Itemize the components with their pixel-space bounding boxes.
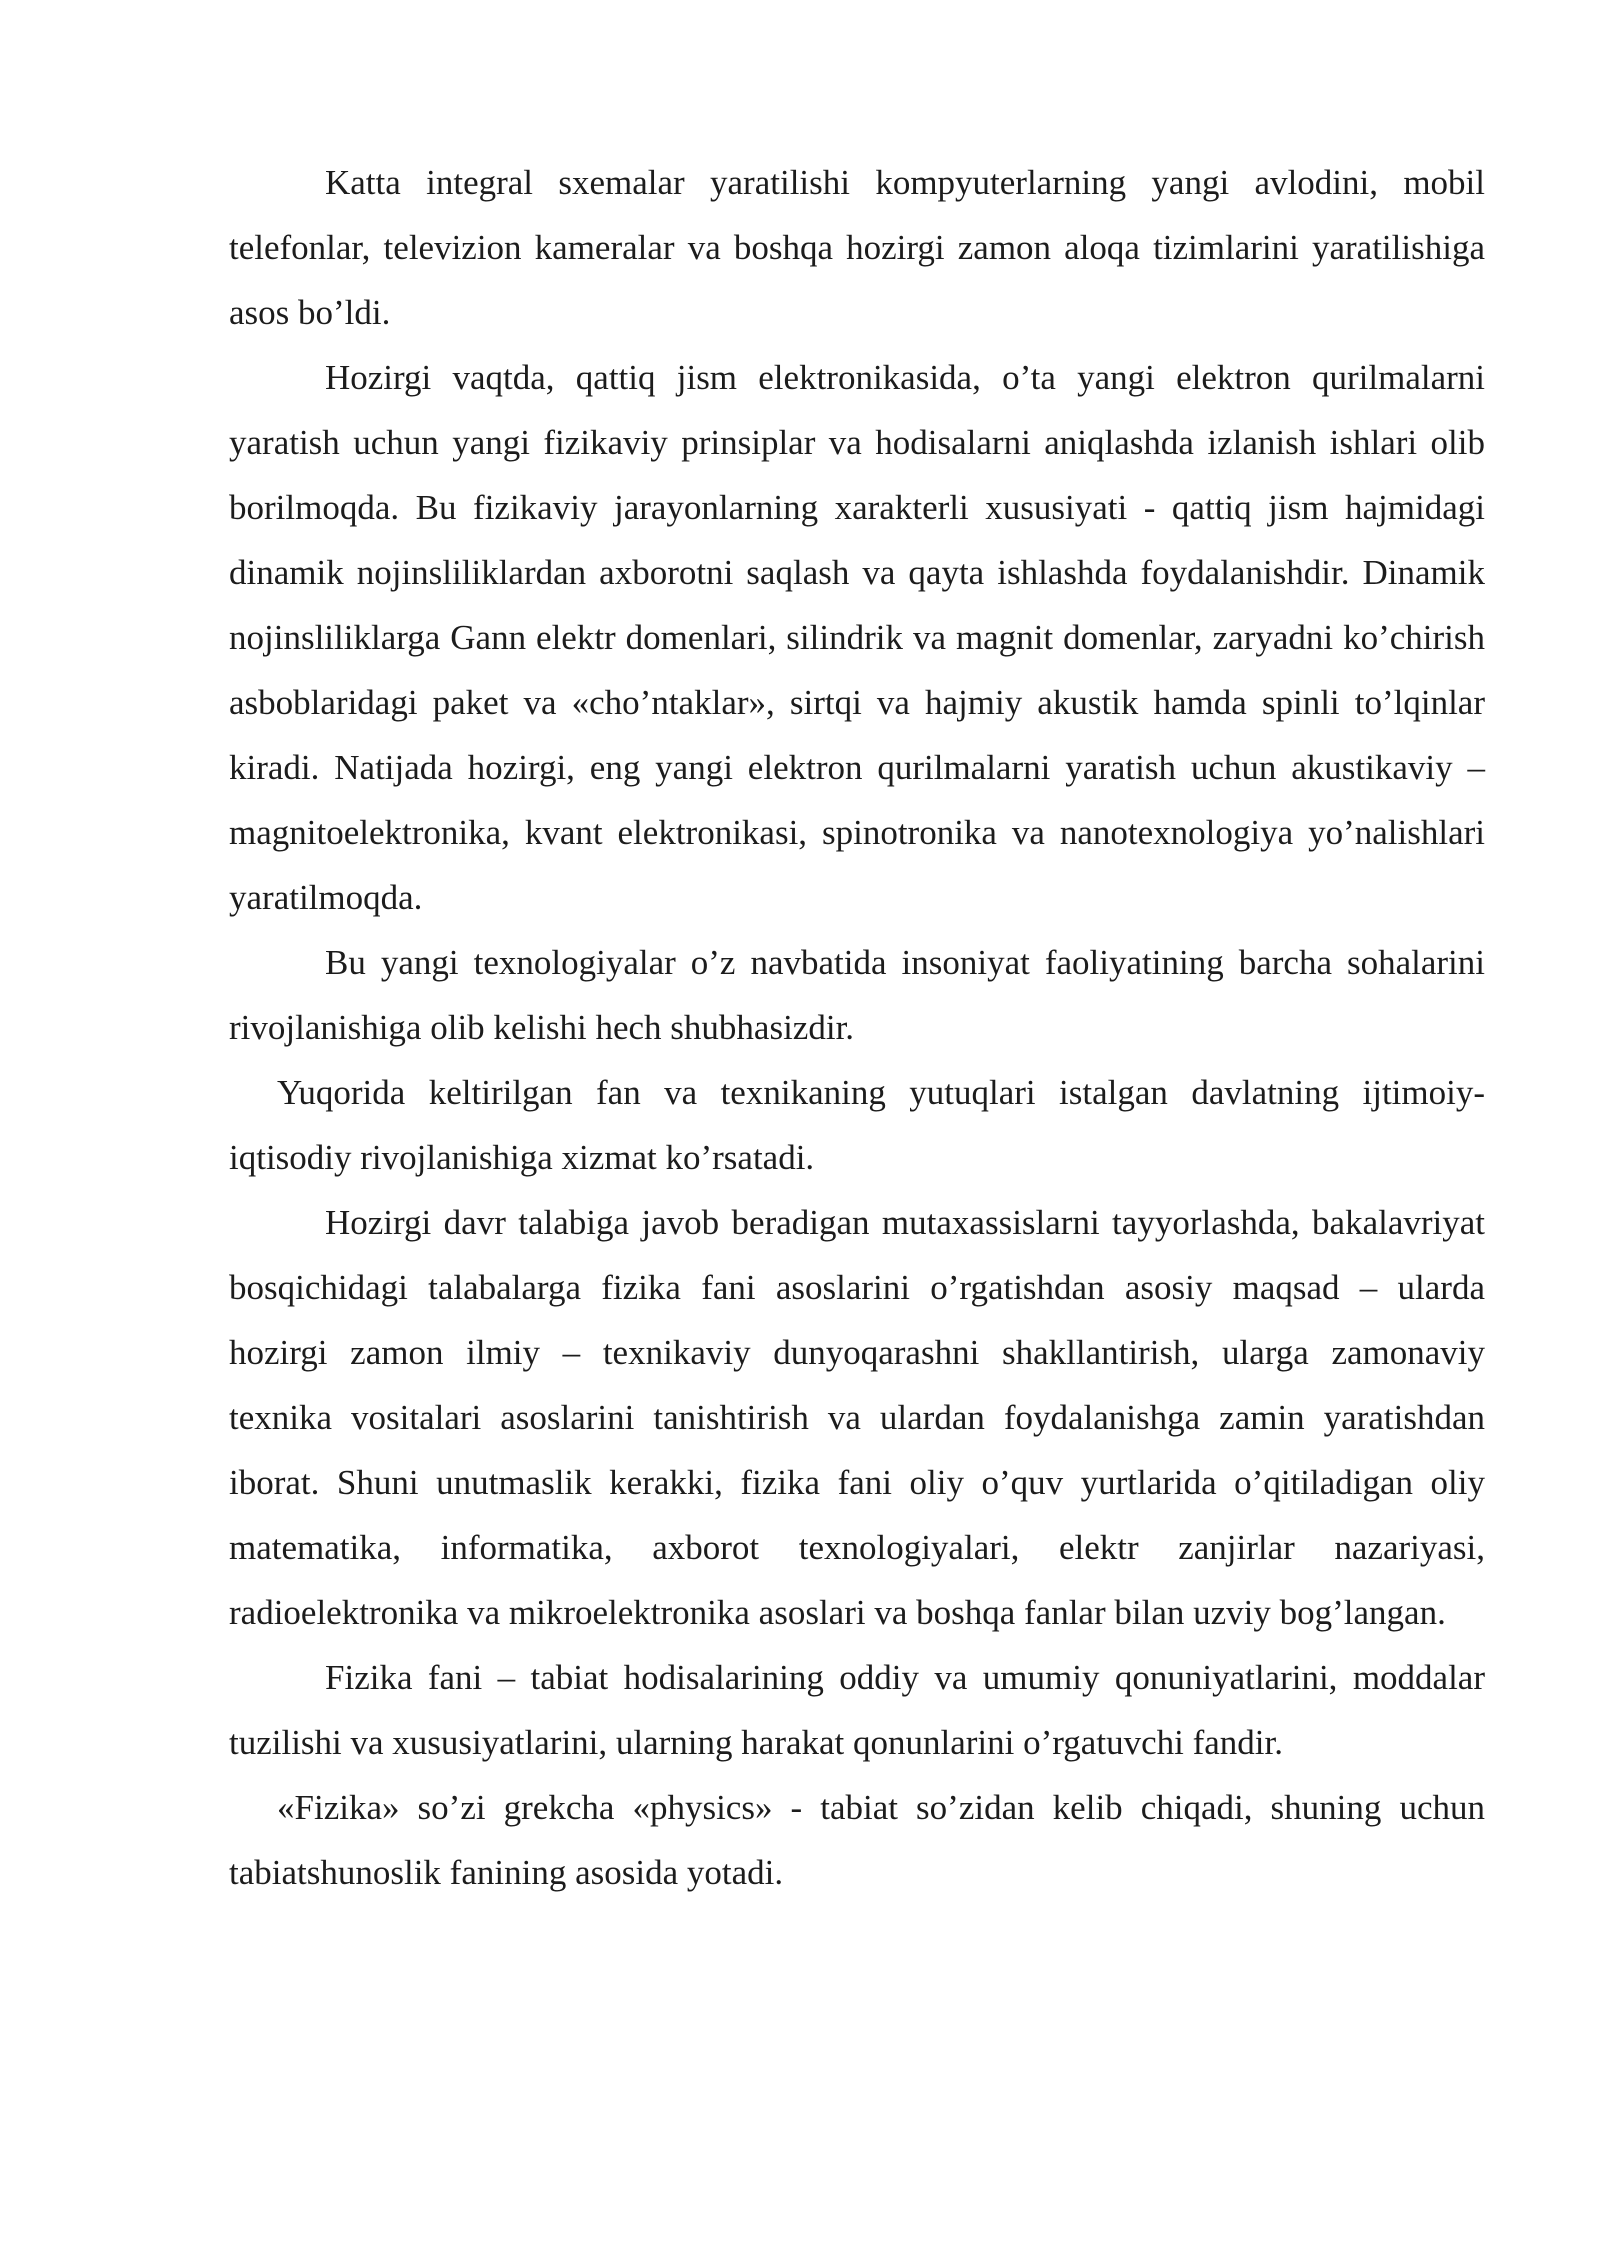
paragraph-physics-definition: Fizika fani – tabiat hodisalarining oddiy va umumiy qonuniyatlarini, moddalar tuzilishi va xususiyatlarini, ularning harakat qonunlarini o’rgatuvchi fandir. [229,1658,1485,1762]
paragraph-physics-etymology: «Fizika» so’zi grekcha «physics» - tabiat so’zidan kelib chiqadi, shuning uchun tabiatshunoslik fanining asosida yotadi. [229,1788,1485,1892]
document-body [229,150,1485,1905]
paragraph-integral-circuits: Katta integral sxemalar yaratilishi kompyuterlarning yangi avlodini, mobil telefonlar, televizion kameralar va boshqa hozirgi zamon aloqa tizimlarini yaratilishiga asos bo’ldi. [229,163,1485,332]
paragraph-science-achievements: Yuqorida keltirilgan fan va texnikaning yutuqlari istalgan davlatning ijtimoiy-iqtisodiy rivojlanishiga xizmat ko’rsatadi. [229,1073,1485,1177]
paragraph-specialist-training: Hozirgi davr talabiga javob beradigan mutaxassislarni tayyorlashda, bakalavriyat bosqichidagi talabalarga fizika fani asoslarini o’rgatishdan asosiy maqsad – ularda hozirgi zamon ilmiy – texnikaviy dunyoqarashni shakllantirish, ularga zamonaviy texnika vositalari asoslarini tanishtirish va ulardan foydalanishga zamin yaratishdan iborat. Shuni unutmaslik kerakki, fizika fani oliy o’quv yurtlarida o’qitiladigan oliy matematika, informatika, axborot texnologiyalari, elektr zanjirlar nazariyasi, radioelektronika va mikroelektronika asoslari va boshqa fanlar bilan uzviy bog’langan. [229,1203,1485,1632]
paragraph-solid-state-electronics: Hozirgi vaqtda, qattiq jism elektronikasida, o’ta yangi elektron qurilmalarni yaratish uchun yangi fizikaviy prinsiplar va hodisalarni aniqlashda izlanish ishlari olib borilmoqda. Bu fizikaviy jarayonlarning xarakterli xususiyati - qattiq jism hajmidagi dinamik nojinsliliklardan axborotni saqlash va qayta ishlashda foydalanishdir. Dinamik nojinsliliklarga Gann elektr domenlari, silindrik va magnit domenlar, zaryadni ko’chirish asboblaridagi paket va «cho’ntaklar», sirtqi va hajmiy akustik hamda spinli to’lqinlar kiradi. Natijada hozirgi, eng yangi elektron qurilmalarni yaratish uchun akustikaviy – magnitoelektronika, kvant elektronikasi, spinotronika va nanotexnologiya yo’nalishlari yaratilmoqda. [229,358,1485,917]
paragraph-new-technologies: Bu yangi texnologiyalar o’z navbatida insoniyat faoliyatining barcha sohalarini rivojlanishiga olib kelishi hech shubhasizdir. [229,943,1485,1047]
